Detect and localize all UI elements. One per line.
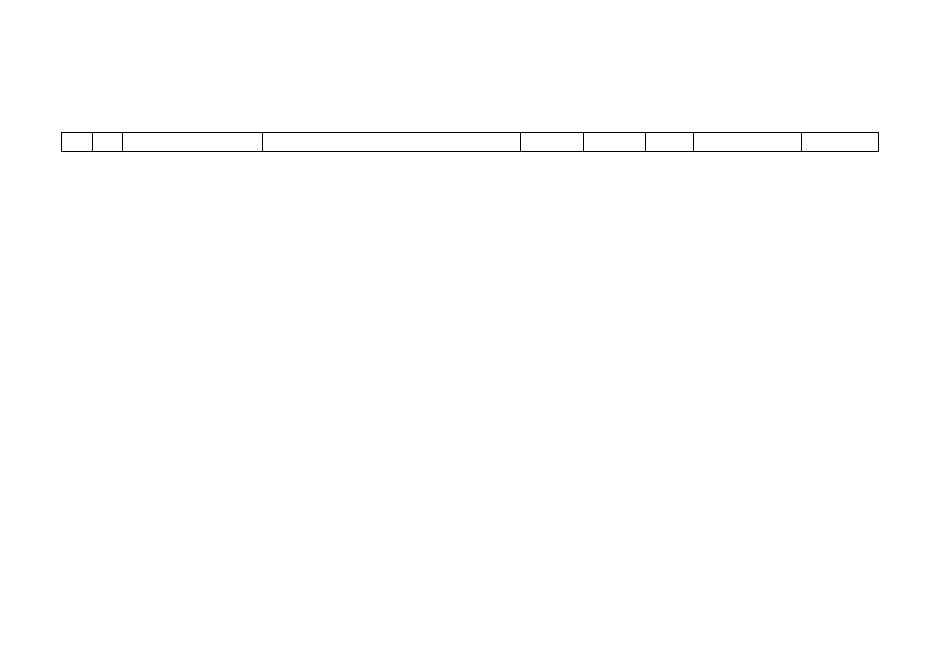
header-remarks xyxy=(802,133,879,152)
header-variance-analysis xyxy=(694,133,802,152)
header-category xyxy=(62,133,93,152)
header-number xyxy=(93,133,123,152)
header-current-year xyxy=(584,133,646,152)
header-formula xyxy=(263,133,521,152)
header-ratio xyxy=(123,133,263,152)
table-header-row xyxy=(62,133,879,152)
header-prior-year xyxy=(521,133,584,152)
header-change-rate xyxy=(646,133,694,152)
ratio-table xyxy=(61,132,879,152)
